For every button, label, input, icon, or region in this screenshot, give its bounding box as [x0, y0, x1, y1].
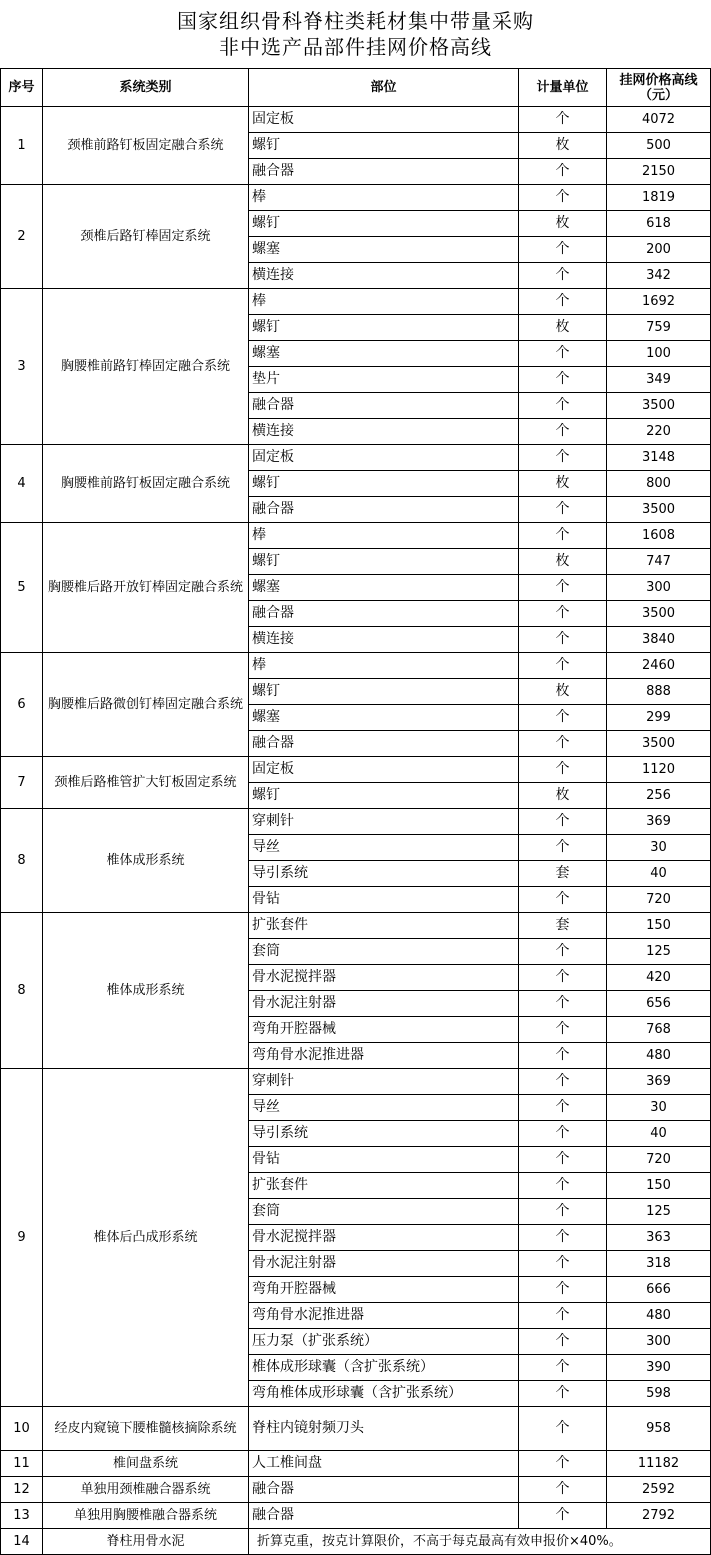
row-unit: 个	[519, 575, 607, 601]
row-unit: 个	[519, 1147, 607, 1173]
row-part: 融合器	[249, 731, 519, 757]
row-unit: 个	[519, 107, 607, 133]
row-part: 融合器	[249, 1477, 519, 1503]
row-price: 480	[607, 1043, 711, 1069]
row-system: 胸腰椎后路微创钉棒固定融合系统	[43, 653, 249, 757]
row-price: 800	[607, 471, 711, 497]
row-unit: 枚	[519, 133, 607, 159]
row-part: 骨水泥搅拌器	[249, 965, 519, 991]
row-price: 2792	[607, 1503, 711, 1529]
table-row	[1, 913, 711, 939]
row-unit: 个	[519, 705, 607, 731]
row-price: 125	[607, 1199, 711, 1225]
row-system: 脊柱用骨水泥	[43, 1529, 249, 1555]
row-unit: 个	[519, 341, 607, 367]
row-unit: 枚	[519, 783, 607, 809]
row-part: 椎体成形球囊（含扩张系统）	[249, 1355, 519, 1381]
header-part: 部位	[249, 69, 519, 107]
row-price: 958	[607, 1407, 711, 1451]
row-part: 弯角开腔器械	[249, 1017, 519, 1043]
row-price: 200	[607, 237, 711, 263]
row-price: 1608	[607, 523, 711, 549]
header-seq: 序号	[1, 69, 43, 107]
row-seq: 5	[1, 523, 43, 653]
row-price: 220	[607, 419, 711, 445]
row-unit: 个	[519, 1095, 607, 1121]
row-part: 螺钉	[249, 783, 519, 809]
table-header-row	[1, 69, 711, 107]
row-price: 500	[607, 133, 711, 159]
row-unit: 个	[519, 1277, 607, 1303]
row-price: 363	[607, 1225, 711, 1251]
row-unit: 个	[519, 289, 607, 315]
row-unit: 个	[519, 263, 607, 289]
table-row	[1, 1451, 711, 1477]
row-part: 横连接	[249, 627, 519, 653]
table-row	[1, 107, 711, 133]
row-price: 747	[607, 549, 711, 575]
row-system: 颈椎后路椎管扩大钉板固定系统	[43, 757, 249, 809]
row-price: 150	[607, 913, 711, 939]
row-price: 1120	[607, 757, 711, 783]
row-part: 融合器	[249, 601, 519, 627]
row-system: 胸腰椎后路开放钉棒固定融合系统	[43, 523, 249, 653]
row-system: 单独用胸腰椎融合器系统	[43, 1503, 249, 1529]
row-part: 融合器	[249, 159, 519, 185]
row-unit: 个	[519, 445, 607, 471]
row-part: 螺钉	[249, 211, 519, 237]
row-price: 4072	[607, 107, 711, 133]
row-part: 融合器	[249, 393, 519, 419]
row-price: 256	[607, 783, 711, 809]
row-seq: 7	[1, 757, 43, 809]
row-price: 1692	[607, 289, 711, 315]
row-price: 666	[607, 1277, 711, 1303]
row-system: 颈椎后路钉棒固定系统	[43, 185, 249, 289]
row-unit: 个	[519, 1381, 607, 1407]
row-unit: 个	[519, 497, 607, 523]
row-price: 300	[607, 575, 711, 601]
row-price: 2592	[607, 1477, 711, 1503]
row-part: 导引系统	[249, 861, 519, 887]
row-part: 固定板	[249, 445, 519, 471]
row-price: 720	[607, 1147, 711, 1173]
row-price: 3148	[607, 445, 711, 471]
row-part: 螺塞	[249, 575, 519, 601]
row-price: 3500	[607, 601, 711, 627]
row-unit: 枚	[519, 679, 607, 705]
row-part: 弯角骨水泥推进器	[249, 1043, 519, 1069]
row-unit: 个	[519, 1121, 607, 1147]
row-unit: 个	[519, 1251, 607, 1277]
row-price: 11182	[607, 1451, 711, 1477]
row-unit: 枚	[519, 549, 607, 575]
table-body	[1, 107, 711, 1555]
row-price: 3500	[607, 393, 711, 419]
row-part: 导丝	[249, 835, 519, 861]
row-unit: 个	[519, 1017, 607, 1043]
row-part: 弯角椎体成形球囊（含扩张系统）	[249, 1381, 519, 1407]
table-row	[1, 1407, 711, 1451]
row-seq: 10	[1, 1407, 43, 1451]
row-part: 弯角开腔器械	[249, 1277, 519, 1303]
row-unit: 个	[519, 1069, 607, 1095]
row-part: 骨钻	[249, 1147, 519, 1173]
row-part: 骨水泥注射器	[249, 991, 519, 1017]
table-row	[1, 653, 711, 679]
row-part: 穿刺针	[249, 1069, 519, 1095]
row-price: 618	[607, 211, 711, 237]
row-unit: 个	[519, 1303, 607, 1329]
row-part: 螺钉	[249, 549, 519, 575]
row-unit: 个	[519, 809, 607, 835]
row-price: 40	[607, 1121, 711, 1147]
row-part: 融合器	[249, 497, 519, 523]
row-price: 369	[607, 1069, 711, 1095]
row-part: 棒	[249, 289, 519, 315]
table-row	[1, 445, 711, 471]
row-price: 299	[607, 705, 711, 731]
row-part: 固定板	[249, 757, 519, 783]
row-note: 折算克重，按克计算限价，不高于每克最高有效申报价×40%。	[249, 1529, 711, 1555]
row-unit: 个	[519, 393, 607, 419]
row-part: 套筒	[249, 939, 519, 965]
title-line-2: 非中选产品部件挂网价格高线	[219, 35, 492, 59]
row-seq: 6	[1, 653, 43, 757]
table-row	[1, 757, 711, 783]
table-row	[1, 1477, 711, 1503]
table-row	[1, 185, 711, 211]
row-system: 椎体后凸成形系统	[43, 1069, 249, 1407]
row-seq: 2	[1, 185, 43, 289]
row-unit: 个	[519, 627, 607, 653]
title-line-1: 国家组织骨科脊柱类耗材集中带量采购	[177, 9, 534, 33]
row-seq: 13	[1, 1503, 43, 1529]
row-price: 759	[607, 315, 711, 341]
row-part: 扩张套件	[249, 913, 519, 939]
row-part: 螺钉	[249, 679, 519, 705]
row-price: 40	[607, 861, 711, 887]
row-price: 1819	[607, 185, 711, 211]
row-seq: 3	[1, 289, 43, 445]
row-part: 螺钉	[249, 315, 519, 341]
row-seq: 12	[1, 1477, 43, 1503]
row-price: 30	[607, 1095, 711, 1121]
row-unit: 个	[519, 1503, 607, 1529]
table-row	[1, 809, 711, 835]
row-unit: 枚	[519, 211, 607, 237]
row-part: 螺钉	[249, 133, 519, 159]
row-unit: 个	[519, 1199, 607, 1225]
row-part: 固定板	[249, 107, 519, 133]
row-part: 融合器	[249, 1503, 519, 1529]
document-title	[0, 0, 711, 68]
table-row	[1, 523, 711, 549]
row-unit: 个	[519, 1407, 607, 1451]
row-part: 骨钻	[249, 887, 519, 913]
row-unit: 个	[519, 965, 607, 991]
row-part: 套筒	[249, 1199, 519, 1225]
row-unit: 个	[519, 237, 607, 263]
row-unit: 个	[519, 835, 607, 861]
row-system: 椎体成形系统	[43, 809, 249, 913]
row-price: 369	[607, 809, 711, 835]
header-price: 挂网价格高线（元）	[607, 69, 711, 107]
row-seq: 14	[1, 1529, 43, 1555]
row-unit: 个	[519, 185, 607, 211]
row-price: 342	[607, 263, 711, 289]
row-unit: 枚	[519, 315, 607, 341]
table-row-last	[1, 1529, 711, 1555]
row-unit: 枚	[519, 471, 607, 497]
row-unit: 个	[519, 1355, 607, 1381]
row-part: 螺塞	[249, 237, 519, 263]
row-part: 螺塞	[249, 341, 519, 367]
row-price: 598	[607, 1381, 711, 1407]
row-unit: 个	[519, 1477, 607, 1503]
row-part: 弯角骨水泥推进器	[249, 1303, 519, 1329]
row-part: 棒	[249, 523, 519, 549]
row-unit: 个	[519, 939, 607, 965]
row-price: 480	[607, 1303, 711, 1329]
row-price: 125	[607, 939, 711, 965]
row-part: 横连接	[249, 263, 519, 289]
header-unit: 计量单位	[519, 69, 607, 107]
row-unit: 个	[519, 1043, 607, 1069]
row-part: 棒	[249, 653, 519, 679]
row-price: 3500	[607, 497, 711, 523]
row-price: 888	[607, 679, 711, 705]
row-part: 人工椎间盘	[249, 1451, 519, 1477]
row-unit: 个	[519, 653, 607, 679]
row-part: 骨水泥搅拌器	[249, 1225, 519, 1251]
row-price: 768	[607, 1017, 711, 1043]
row-price: 420	[607, 965, 711, 991]
price-table	[0, 68, 711, 1555]
row-part: 扩张套件	[249, 1173, 519, 1199]
row-price: 390	[607, 1355, 711, 1381]
row-unit: 个	[519, 887, 607, 913]
row-seq: 8	[1, 809, 43, 913]
table-row	[1, 289, 711, 315]
row-unit: 个	[519, 1451, 607, 1477]
row-part: 螺钉	[249, 471, 519, 497]
row-price: 349	[607, 367, 711, 393]
row-system: 颈椎前路钉板固定融合系统	[43, 107, 249, 185]
row-part: 脊柱内镜射频刀头	[249, 1407, 519, 1451]
row-unit: 个	[519, 523, 607, 549]
row-seq: 4	[1, 445, 43, 523]
row-part: 棒	[249, 185, 519, 211]
row-part: 骨水泥注射器	[249, 1251, 519, 1277]
row-price: 30	[607, 835, 711, 861]
row-system: 胸腰椎前路钉板固定融合系统	[43, 445, 249, 523]
row-part: 穿刺针	[249, 809, 519, 835]
row-unit: 个	[519, 731, 607, 757]
row-unit: 个	[519, 1173, 607, 1199]
row-unit: 个	[519, 159, 607, 185]
row-unit: 个	[519, 601, 607, 627]
row-price: 3840	[607, 627, 711, 653]
row-price: 656	[607, 991, 711, 1017]
row-unit: 套	[519, 861, 607, 887]
row-price: 720	[607, 887, 711, 913]
row-unit: 个	[519, 757, 607, 783]
row-price: 3500	[607, 731, 711, 757]
row-unit: 个	[519, 1329, 607, 1355]
row-seq: 1	[1, 107, 43, 185]
table-row	[1, 1503, 711, 1529]
row-price: 100	[607, 341, 711, 367]
row-part: 垫片	[249, 367, 519, 393]
row-price: 2150	[607, 159, 711, 185]
row-seq: 11	[1, 1451, 43, 1477]
row-part: 导引系统	[249, 1121, 519, 1147]
row-system: 胸腰椎前路钉棒固定融合系统	[43, 289, 249, 445]
row-part: 横连接	[249, 419, 519, 445]
row-system: 经皮内窥镜下腰椎髓核摘除系统	[43, 1407, 249, 1451]
header-system: 系统类别	[43, 69, 249, 107]
row-price: 300	[607, 1329, 711, 1355]
row-unit: 个	[519, 1225, 607, 1251]
row-seq: 9	[1, 1069, 43, 1407]
row-system: 单独用颈椎融合器系统	[43, 1477, 249, 1503]
row-unit: 个	[519, 991, 607, 1017]
table-row	[1, 1069, 711, 1095]
row-unit: 个	[519, 367, 607, 393]
row-unit: 个	[519, 419, 607, 445]
row-seq: 8	[1, 913, 43, 1069]
row-price: 318	[607, 1251, 711, 1277]
row-system: 椎体成形系统	[43, 913, 249, 1069]
row-part: 螺塞	[249, 705, 519, 731]
row-part: 导丝	[249, 1095, 519, 1121]
row-part: 压力泵（扩张系统）	[249, 1329, 519, 1355]
row-unit: 套	[519, 913, 607, 939]
row-price: 2460	[607, 653, 711, 679]
row-system: 椎间盘系统	[43, 1451, 249, 1477]
row-price: 150	[607, 1173, 711, 1199]
